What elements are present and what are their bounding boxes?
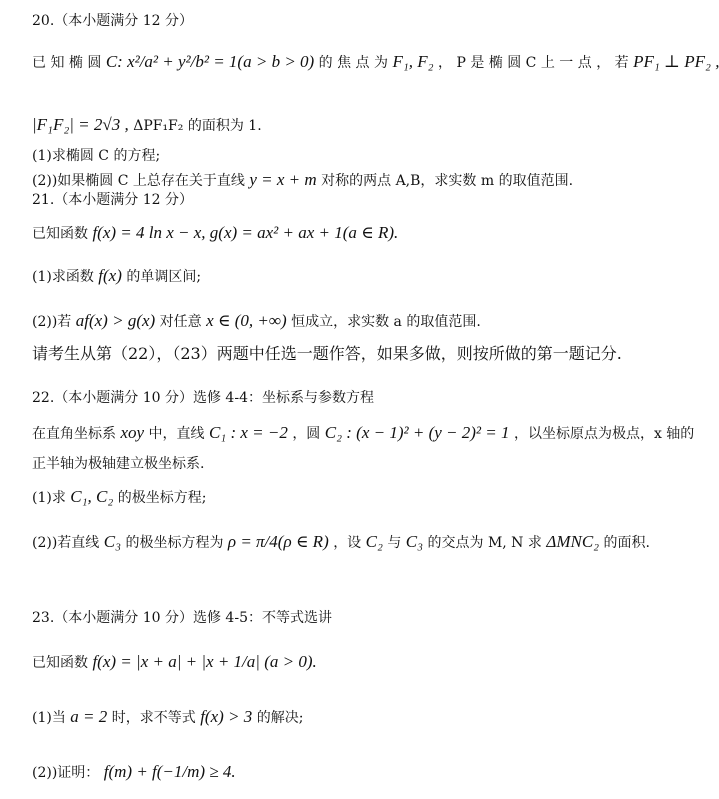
q23-proof-inequality: f(m) + f(−1/m) ≥ 4.	[103, 762, 236, 781]
q23-a-value: a = 2	[70, 707, 108, 726]
q23-intro-pre: 已知函数	[32, 655, 88, 671]
q20-part2-pre: (2))如果椭圆 C 上总存在关于直线	[32, 173, 245, 189]
q23-part1-mid: 时，求不等式	[111, 710, 196, 726]
q21-part1-pre: (1)求函数	[32, 269, 94, 285]
q22-part2-mid2: ，设	[333, 535, 362, 551]
q22-xoy: xoy	[120, 423, 145, 442]
q20-line-equation: y = x + m	[249, 170, 317, 189]
q23-part2-pre: (2))证明：	[32, 765, 100, 781]
q20-intro-line	[32, 52, 719, 72]
q22-part1-pre: (1)求	[32, 490, 66, 506]
q20-intro-post: ， P 是 椭 圆 C 上 一 点 ， 若	[438, 55, 629, 71]
q22-header: 22.（本小题满分 10 分）选修 4-4：坐标系与参数方程	[32, 390, 374, 406]
exam-instruction: 请考生从第（22），（23）两题中任选一题作答，如果多做，则按所做的第一题记分.	[32, 344, 622, 363]
q22-polar-equation: ρ = π/4(ρ ∈ R)	[227, 532, 329, 551]
q22-line2: 正半轴为极轴建立极坐标系.	[32, 456, 205, 472]
q22-and: 与	[387, 535, 402, 551]
q21-intro-pre: 已知函数	[32, 226, 88, 242]
q20-ellipse-equation: C: x²/a² + y²/b² = 1(a > b > 0)	[105, 52, 315, 71]
q22-part2-pre: (2))若直线	[32, 535, 100, 551]
q20-header: 20.（本小题满分 12 分）	[32, 13, 193, 29]
q20-intro-mid: 的 焦 点 为	[318, 55, 389, 71]
q21-part1-post: 的单调区间;	[126, 269, 202, 285]
q22-c3b: C₃	[405, 532, 424, 551]
q21-part2-post: 恒成立，求实数 a 的取值范围.	[291, 314, 481, 330]
q22-line1	[32, 423, 694, 443]
q23-part1-pre: (1)当	[32, 710, 66, 726]
q23-part1	[32, 707, 303, 727]
q21-inequality: af(x) > g(x)	[75, 311, 156, 330]
q20-part2-post: 对称的两点 A,B，求实数 m 的取值范围.	[321, 173, 574, 189]
q21-domain: x ∈ (0, +∞)	[206, 311, 287, 330]
q20-foci: F₁, F₂	[392, 52, 434, 71]
q22-part2-post: 的面积.	[603, 535, 650, 551]
q20-intro-pre: 已 知 椭 圆	[32, 55, 102, 71]
q22-part1	[32, 487, 206, 507]
q22-l1-mid2: ，圆	[292, 426, 321, 442]
q21-part2	[32, 311, 481, 331]
q20-area-text: ΔPF₁F₂ 的面积为 1.	[133, 118, 262, 134]
q22-part2-mid: 的极坐标方程为	[125, 535, 224, 551]
q22-c2-equation: C₂ : (x − 1)² + (y − 2)² = 1	[324, 423, 510, 442]
q20-perpendicular: PF₁ ⊥ PF₂ ,	[633, 52, 719, 71]
q22-c3: C₃	[103, 532, 121, 551]
q22-l1-pre: 在直角坐标系	[32, 426, 116, 442]
q20-part1: (1)求椭圆 C 的方程;	[32, 148, 161, 164]
q23-intro	[32, 652, 317, 672]
q22-part2-mid3: 的交点为 M, N 求	[427, 535, 542, 551]
q22-part1-post: 的极坐标方程;	[117, 490, 207, 506]
q20-condition-line	[32, 115, 262, 135]
q23-part1-post: 的解决;	[256, 710, 304, 726]
q20-part2	[32, 170, 573, 190]
q21-part2-mid: 对任意	[159, 314, 202, 330]
q23-header: 23.（本小题满分 10 分）选修 4-5：不等式选讲	[32, 610, 332, 626]
q22-c1-equation: C₁ : x = −2	[208, 423, 288, 442]
q23-inequality: f(x) > 3	[200, 707, 253, 726]
q21-function-def: f(x) = 4 ln x − x, g(x) = ax² + ax + 1(a ∈ R).	[92, 223, 399, 242]
q22-c2: C₂	[365, 532, 383, 551]
q22-l1-mid: 中，直线	[148, 426, 205, 442]
q22-part1-curves: C₁, C₂	[70, 487, 114, 506]
q22-triangle: ΔMNC₂	[546, 532, 600, 551]
q21-intro	[32, 223, 398, 243]
q21-part2-pre: (2))若	[32, 314, 72, 330]
q21-header: 21.（本小题满分 12 分）	[32, 192, 193, 208]
q21-part1-f: f(x)	[98, 266, 122, 285]
q23-part2	[32, 762, 236, 782]
q22-part2	[32, 532, 650, 552]
q23-function-def: f(x) = |x + a| + |x + 1/a| (a > 0).	[92, 652, 317, 671]
q21-part1	[32, 266, 201, 286]
q22-l1-post: ，以坐标原点为极点，x 轴的	[513, 426, 695, 442]
q20-focal-distance: |F₁F₂| = 2√3 ,	[32, 115, 129, 134]
